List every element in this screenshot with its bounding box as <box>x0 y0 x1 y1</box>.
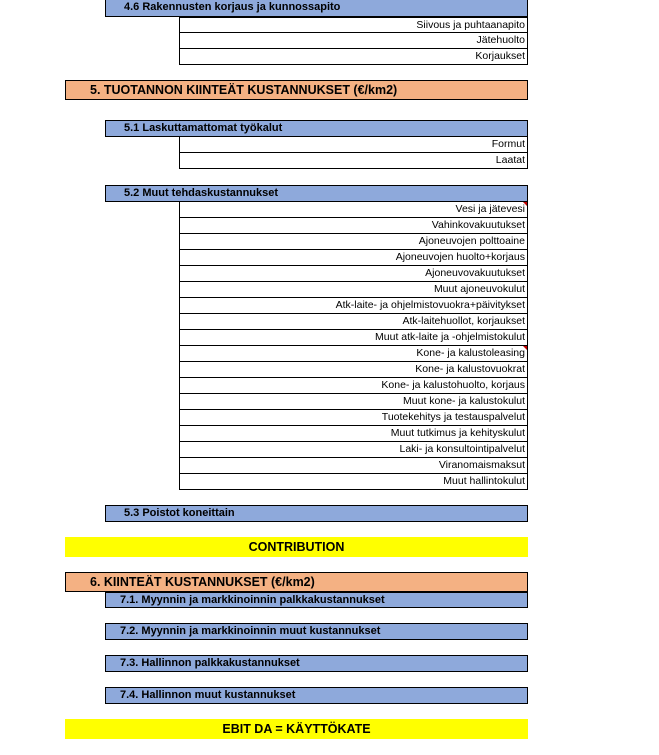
cost-row-atk-vuokra[interactable]: Atk-laite- ja ohjelmistovuokra+päivitykset <box>179 298 528 314</box>
cost-row-siivous[interactable]: Siivous ja puhtaanapito <box>179 17 528 33</box>
cost-row-formut[interactable]: Formut <box>179 137 528 153</box>
cost-row-kone-leasing[interactable] <box>179 346 528 362</box>
cost-row-atk-huollot[interactable]: Atk-laitehuollot, korjaukset <box>179 314 528 330</box>
comment-indicator-icon[interactable] <box>522 346 528 351</box>
cost-row-viranomaismaksut[interactable]: Viranomaismaksut <box>179 458 528 474</box>
cost-row-muut-kone[interactable]: Muut kone- ja kalustokulut <box>179 394 528 410</box>
cost-row-hallintokulut[interactable]: Muut hallintokulut <box>179 474 528 490</box>
row-label: Vesi ja jätevesi <box>455 203 525 215</box>
comment-indicator-icon[interactable] <box>522 202 528 207</box>
cost-row-tuotekehitys[interactable]: Tuotekehitys ja testauspalvelut <box>179 410 528 426</box>
cost-row-vahinkovakuutukset[interactable]: Vahinkovakuutukset <box>179 218 528 234</box>
cost-row-jatehuolto[interactable]: Jätehuolto <box>179 33 528 49</box>
cost-row-laatat[interactable]: Laatat <box>179 153 528 169</box>
section-header-6: 6. KIINTEÄT KUSTANNUKSET (€/km2) <box>65 572 528 592</box>
section-header-7-1: 7.1. Myynnin ja markkinoinnin palkkakustannukset <box>105 592 528 608</box>
cost-row-kone-huolto[interactable]: Kone- ja kalustohuolto, korjaus <box>179 378 528 394</box>
cost-row-vesi[interactable] <box>179 202 528 218</box>
cost-row-tutkimus[interactable]: Muut tutkimus ja kehityskulut <box>179 426 528 442</box>
section-header-4-6: 4.6 Rakennusten korjaus ja kunnossapito <box>105 0 528 17</box>
section-header-7-2: 7.2. Myynnin ja markkinoinnin muut kustannukset <box>105 623 528 640</box>
section-header-5-3: 5.3 Poistot koneittain <box>105 505 528 522</box>
section-header-7-3: 7.3. Hallinnon palkkakustannukset <box>105 655 528 672</box>
contribution-row: CONTRIBUTION <box>65 537 528 557</box>
cost-row-muut-ajoneuvokulut[interactable]: Muut ajoneuvokulut <box>179 282 528 298</box>
section-header-7-4: 7.4. Hallinnon muut kustannukset <box>105 687 528 704</box>
cost-row-ajoneuvovakuutukset[interactable]: Ajoneuvovakuutukset <box>179 266 528 282</box>
cost-row-polttoaine[interactable]: Ajoneuvojen polttoaine <box>179 234 528 250</box>
cost-row-korjaukset[interactable]: Korjaukset <box>179 49 528 65</box>
section-header-5: 5. TUOTANNON KIINTEÄT KUSTANNUKSET (€/km2) <box>65 80 528 100</box>
cost-row-muut-atk[interactable]: Muut atk-laite ja -ohjelmistokulut <box>179 330 528 346</box>
ebitda-row: EBIT DA = KÄYTTÖKATE <box>65 719 528 739</box>
section-header-5-1: 5.1 Laskuttamattomat työkalut <box>105 120 528 137</box>
cost-row-laki-konsultointi[interactable]: Laki- ja konsultointipalvelut <box>179 442 528 458</box>
row-label: Kone- ja kalustoleasing <box>416 347 525 359</box>
cost-row-kone-vuokrat[interactable]: Kone- ja kalustovuokrat <box>179 362 528 378</box>
section-header-5-2: 5.2 Muut tehdaskustannukset <box>105 185 528 202</box>
cost-row-ajoneuvo-huolto[interactable]: Ajoneuvojen huolto+korjaus <box>179 250 528 266</box>
